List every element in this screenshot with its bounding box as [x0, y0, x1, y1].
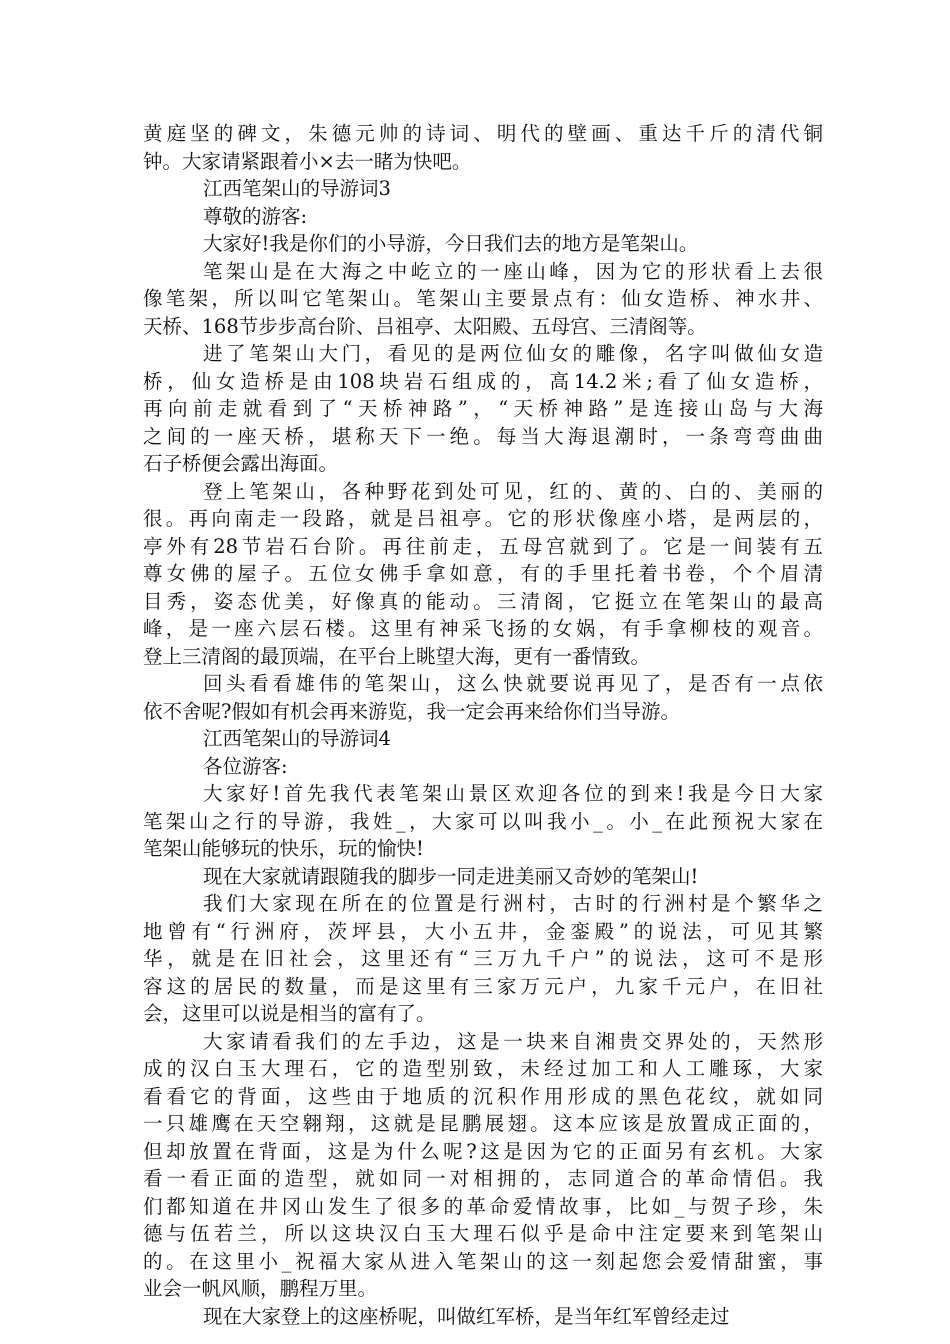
text-line: 依不舍呢?假如有机会再来游览，我一定会再来给你们当导游。 [143, 699, 680, 723]
text-line: 华，就是在旧社会，这里还有“三万九千户”的说法，这可不是形 [143, 947, 823, 970]
paragraph [143, 120, 823, 175]
paragraph [143, 1028, 823, 1303]
text-line: 登上笔架山，各种野花到处可见，红的、黄的、白的、美丽的 [203, 479, 823, 503]
paragraph [143, 670, 823, 725]
text-line: 石子桥便会露出海面。 [143, 452, 339, 475]
text-line: 再向前走就看到了“天桥神路”，“天桥神路”是连接山岛与大海 [143, 397, 823, 420]
text-line: 亭外有28节岩石台阶。再往前走，五母宫就到了。它是一间装有五 [143, 534, 823, 558]
text-line: 看看它的背面，这些由于地质的沉积作用形成的黑色花纹，就如同 [143, 1084, 823, 1108]
paragraph [143, 1303, 823, 1331]
text-line: 尊女佛的屋子。五位女佛手拿如意，有的手里托着书卷，个个眉清 [143, 562, 823, 585]
paragraph [143, 753, 823, 781]
text-line: 们都知道在井冈山发生了很多的革命爱情故事，比如_与贺子珍，朱 [143, 1194, 823, 1218]
text-line: 桥，仙女造桥是由108块岩石组成的，高14.2米;看了仙女造桥， [143, 369, 823, 393]
document-page [143, 120, 823, 1330]
paragraph [143, 230, 823, 258]
text-line: 容这的居民的数量，而是这里有三家万元户，九家千元户，在旧社 [143, 974, 823, 998]
text-line: 江西笔架山的导游词3 [203, 177, 391, 200]
text-line: 笔架山能够玩的快乐，玩的愉快! [143, 837, 424, 860]
paragraph [143, 478, 823, 671]
text-line: 现在大家就请跟随我的脚步一同走进美丽又奇妙的笔架山! [203, 864, 699, 888]
text-line: 大家好!我是你们的小导游，今日我们去的地方是笔架山。 [203, 232, 699, 255]
text-line: 目秀，姿态优美，好像真的能动。三清阁，它挺立在笔架山的最高 [143, 589, 823, 613]
text-line: 一只雄鹰在天空翱翔，这就是昆鹏展翅。这本应该是放置成正面的， [143, 1112, 823, 1135]
text-line: 现在大家登上的这座桥呢，叫做红军桥，是当年红军曾经走过 [203, 1304, 730, 1328]
text-line: 江西笔架山的导游词4 [203, 727, 391, 750]
text-line: 黄庭坚的碑文，朱德元帅的诗词、明代的壁画、重达千斤的清代铜 [143, 122, 823, 145]
paragraph [143, 725, 823, 753]
paragraph [143, 780, 823, 863]
paragraph [143, 175, 823, 203]
text-line: 成的汉白玉大理石，它的造型别致，未经过加工和人工雕琢，大家 [143, 1057, 823, 1080]
text-line: 天桥、168节步步高台阶、吕祖亭、太阳殿、五母宫、三清阁等。 [143, 314, 707, 338]
paragraph [143, 863, 823, 891]
text-line: 看一看正面的造型，就如同一对相拥的，志同道合的革命情侣。我 [143, 1167, 823, 1190]
text-line: 的。在这里小_祝福大家从进入笔架山的这一刻起您会爱情甜蜜，事 [143, 1249, 823, 1273]
text-line: 笔架山是在大海之中屹立的一座山峰，因为它的形状看上去很 [203, 259, 823, 283]
text-line: 大家好!首先我代表笔架山景区欢迎各位的到来!我是今日大家 [203, 782, 823, 805]
text-line: 尊敬的游客: [203, 204, 308, 228]
text-line: 大家请看我们的左手边，这是一块来自湘贵交界处的，天然形 [203, 1029, 823, 1053]
paragraph [143, 258, 823, 341]
text-line: 进了笔架山大门，看见的是两位仙女的雕像，名字叫做仙女造 [203, 342, 823, 365]
text-line: 会，这里可以说是相当的富有了。 [143, 1002, 436, 1025]
text-line: 业会一帆风顺，鹏程万里。 [143, 1277, 378, 1300]
text-line: 地曾有“行洲府，茨坪县，大小五井，金銮殿”的说法，可见其繁 [143, 919, 823, 943]
text-line: 钟。大家请紧跟着小×去一睹为快吧。 [143, 149, 472, 173]
text-line: 登上三清阁的最顶端，在平台上眺望大海，更有一番情致。 [143, 644, 651, 668]
text-line: 回头看看雄伟的笔架山，这么快就要说再见了，是否有一点依 [203, 672, 823, 695]
paragraph [143, 203, 823, 231]
text-line: 我们大家现在所在的位置是行洲村，古时的行洲村是个繁华之 [203, 892, 823, 915]
text-line: 很。再向南走一段路，就是吕祖亭。它的形状像座小塔，是两层的， [143, 507, 823, 530]
text-line: 笔架山之行的导游，我姓_，大家可以叫我小_。小_在此预祝大家在 [143, 809, 823, 833]
paragraph [143, 890, 823, 1028]
text-line: 德与伍若兰，所以这块汉白玉大理石似乎是命中注定要来到笔架山 [143, 1222, 823, 1245]
text-line: 峰，是一座六层石楼。这里有神采飞扬的女娲，有手拿柳枝的观音。 [143, 617, 823, 640]
paragraph [143, 340, 823, 478]
text-line: 之间的一座天桥，堪称天下一绝。每当大海退潮时，一条弯弯曲曲 [143, 424, 823, 448]
text-line: 像笔架，所以叫它笔架山。笔架山主要景点有：仙女造桥、神水井、 [143, 287, 823, 310]
text-line: 但却放置在背面，这是为什么呢?这是因为它的正面另有玄机。大家 [143, 1139, 823, 1163]
text-line: 各位游客: [203, 754, 288, 778]
